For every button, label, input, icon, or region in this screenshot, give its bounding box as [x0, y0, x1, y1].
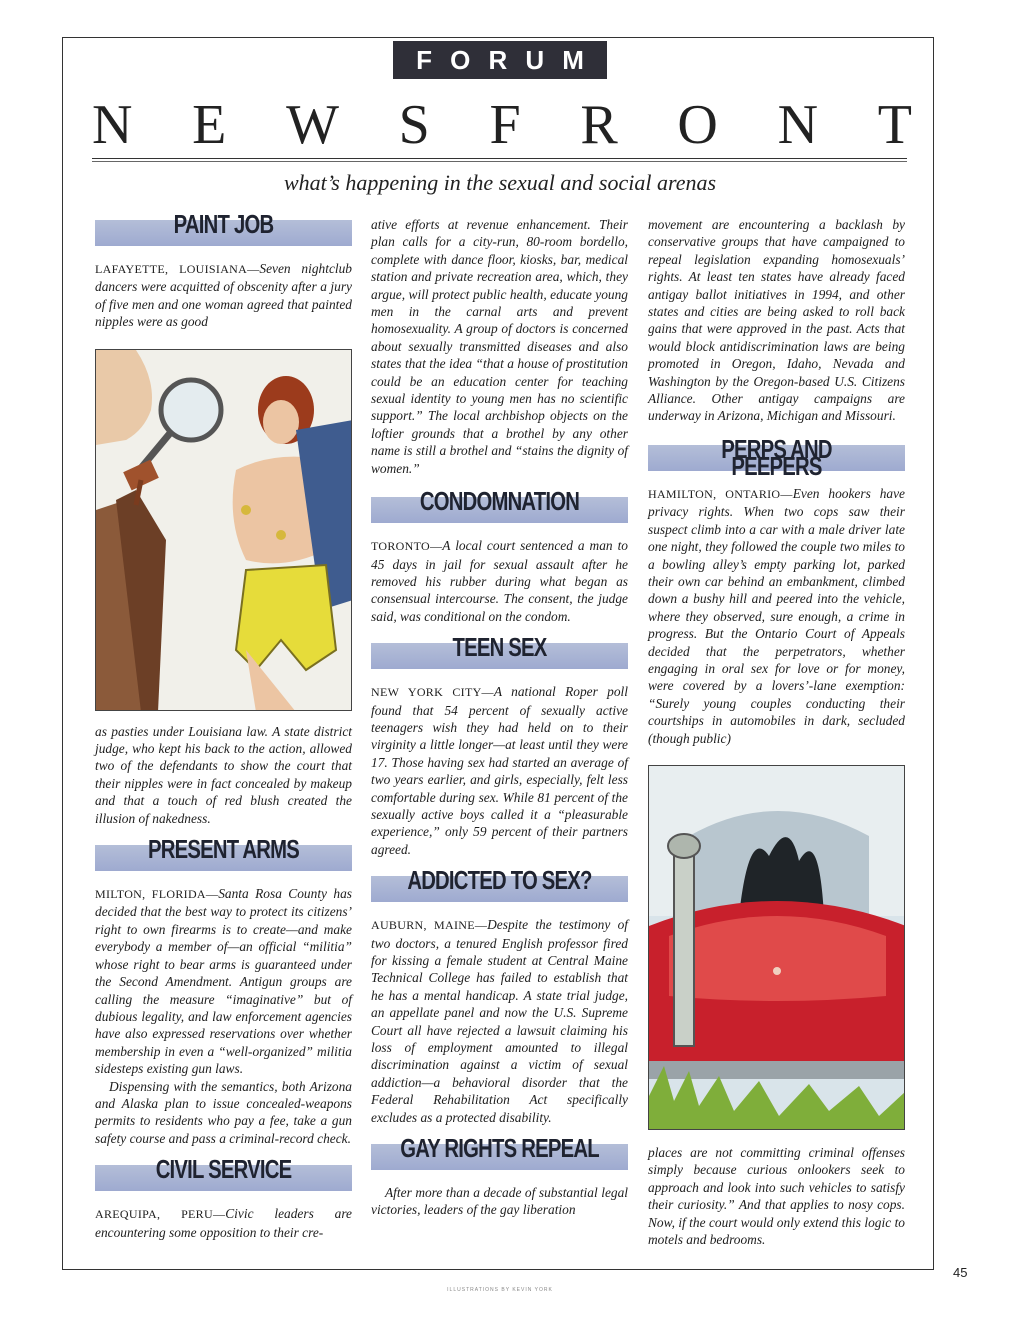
article-addicted: AUBURN, MAINE—Despite the testimony of two doctors, a tenured English professor fired for kissing a female student at Central Maine Technical College has failed to establish that he has a mental handicap. A state trial judge, an appellate panel and now the U.S. Supreme Court all have rejected a lawsuit claiming his loss of employment amounted to illegal discrimination against a victim of sexual addiction—a behavioral disorder that the Federal Rehabilitation Act specifically excludes as a protected disability.: [371, 917, 628, 1125]
headline-civil-service: CIVIL SERVICE: [95, 1165, 352, 1191]
article-perps-lead: HAMILTON, ONTARIO—Even hookers have privacy rights. When two cops saw their suspect climb into a car with a male driver late one night, they followed the couple two miles to a bowling alley’s empty parking lot, parked their own car behind an embankment, climbed down a bushy hill and peered into the vehicle, where they observed, sure enough, a crime in progress. But the Ontario Court of Appeals decided that the perpetrators, whether engaging in oral sex for love or for money, were covered by a lovers’-lane exemption: “Surely young couples conducting their courtships in automobiles in dark, secluded (though public): [648, 485, 905, 746]
masthead-letter: N: [92, 94, 133, 156]
headline-teen-sex: TEEN SEX: [371, 643, 628, 669]
article-perps-cont: places are not committing criminal offenses simply because curious onlookers seek to approach and look into such vehicles to satisfy their curiosity.” And that applies to nosy cops. Now, if the court would only extend this logic to motels and bedrooms.: [648, 1144, 905, 1247]
masthead-letter: T: [877, 94, 912, 156]
article-present-arms-p2: Dispensing with the semantics, both Arizona and Alaska plan to issue concealed-weapons permits to residents who pay a fee, take a gun safety course and pass a criminal-record check.: [95, 1078, 352, 1146]
article-present-arms-p1: MILTON, FLORIDA—Santa Rosa County has decided that the best way to protect its citizens’ right to own firearms is to create—and make everybody a member of—an official “militia” whose right to bear arms is guaranteed under the Second Amendment. Antigun groups are calling the measure “imaginative” but of dubious legality, and law enforcement agencies have also expressed reservations over whether membership in even a “well-organized” militia sidesteps existing gun laws.: [95, 886, 352, 1077]
forum-badge: [393, 41, 607, 79]
illustration-credit: ILLUSTRATIONS BY KEVIN YORK: [447, 1287, 553, 1293]
forum-badge-letter: F: [416, 44, 432, 75]
headline-perps: PERPS AND PEEPERS: [648, 445, 905, 471]
forum-badge-letter: R: [488, 44, 508, 75]
article-paint-job-cont: as pasties under Louisiana law. A state district judge, who kept his back to the action, allowed two of the defendants to show the court that their nipples were in fact concealed by makeup and that a touch of red blush created the illusion of nakedness.: [95, 723, 352, 826]
headline-gay-rights: GAY RIGHTS REPEAL: [371, 1144, 628, 1170]
forum-badge-letter: M: [562, 44, 584, 75]
red-car-peeping-illustration: [648, 765, 905, 1130]
article-civil-service-cont: ative efforts at revenue enhancement. Their plan calls for a city-run, 80-room bordello, complete with dance floor, kiosks, bar, medical station and private recreation area, which, they argue, will protect public health, educate young men in the carnal arts and prevent homosexuality. A group of doctors is concerned about sexually transmitted diseases and also states that the idea “that a house of prostitution could be an education center for teaching sexual identity to young men has no scientific support.” The local archbishop objects on the loftier grounds that a brothel by any other name is still a brothel and “stains the dignity of women.”: [371, 217, 628, 476]
masthead-rule-thin: [92, 161, 907, 162]
headline-condomnation: CONDOMNATION: [371, 497, 628, 523]
masthead-rule: [92, 158, 907, 159]
masthead-letter: W: [286, 94, 339, 156]
column-1: [95, 209, 352, 1241]
page-number: 45: [953, 1265, 968, 1280]
forum-badge-letter: O: [450, 44, 471, 75]
masthead-letter: N: [777, 94, 819, 156]
headline-addicted: ADDICTED TO SEX?: [371, 876, 628, 902]
article-teen-sex: NEW YORK CITY—A national Roper poll found that 54 percent of sexually active teenagers wish they had held on to their virginity a little longer—at least until they were 17. Those having sex had started an average of two years earlier, and girls, especially, felt less comfortable during sex. While 81 percent of the sexually active boys called it a “pleasurable experience,” only 59 percent of their partners agreed.: [371, 684, 628, 857]
forum-badge-letter: U: [525, 44, 545, 75]
masthead-letter: O: [677, 94, 718, 156]
article-gay-rights-cont: movement are encountering a backlash by conservative groups that have campaigned to repeal legislation expanding homosexuals’ rights. At least ten states have already faced antigay ballot initiatives in 1994, and other states and cities are being asked to roll back gains that were approved in the past. Acts that would block antidiscrimination laws are being promoted in Oregon, Idaho, Nevada and Washington by the Oregon-based U.S. Citizens Alliance. Other antigay campaigns are underway in Arizona, Michigan and Missouri.: [648, 217, 905, 424]
masthead: [92, 94, 912, 156]
masthead-letter: R: [580, 94, 618, 156]
article-paint-job-lead: LAFAYETTE, LOUISIANA—Seven nightclub dancers were acquitted of obscenity after a jury of five men and one woman agreed that painted nipples were as good: [95, 261, 352, 330]
magnifying-glass-dancer-illustration: [95, 349, 352, 711]
masthead-letter: F: [489, 94, 521, 156]
tagline: what’s happening in the sexual and social arenas: [283, 170, 717, 195]
masthead-letter: S: [398, 94, 430, 156]
article-condomnation: TORONTO—A local court sentenced a man to 45 days in jail for sexual assault after he removed his rubber during what began as consensual intercourse. The consent, the judge said, was conditional on the condom.: [371, 538, 628, 624]
column-2: [371, 216, 628, 1219]
article-gay-rights-lead: After more than a decade of substantial legal victories, leaders of the gay liberation: [371, 1185, 628, 1218]
article-civil-service-lead: AREQUIPA, PERU—Civic leaders are encountering some opposition to their cre-: [95, 1206, 352, 1240]
masthead-letter: E: [192, 94, 227, 156]
headline-present-arms: PRESENT ARMS: [95, 845, 352, 871]
column-3: [648, 216, 905, 1248]
headline-paint-job: PAINT JOB: [95, 220, 352, 246]
